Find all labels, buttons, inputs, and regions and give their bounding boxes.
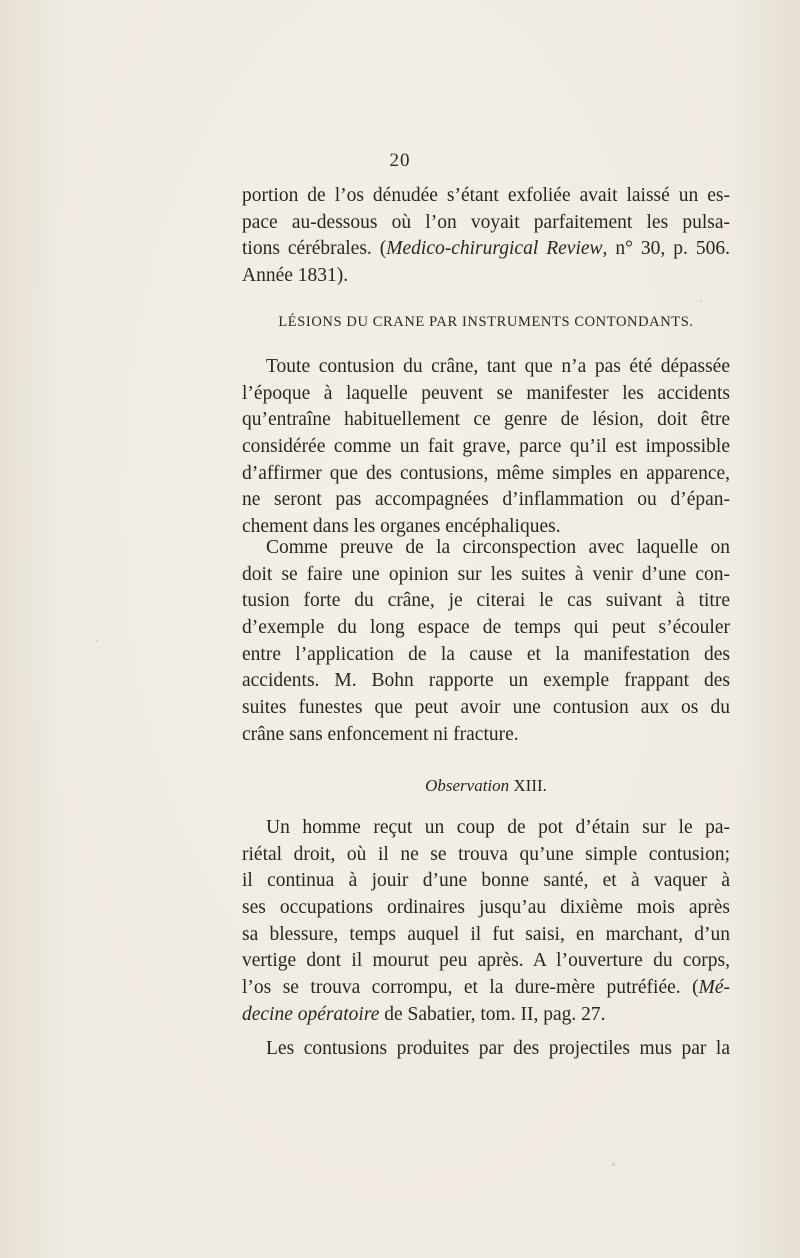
text-line: tions cérébrales. (Medico-chirurgical Review, n° 30, p. 506.	[242, 238, 730, 260]
text-line: riétal droit, où il ne se trouva qu’une simple contusion;	[242, 843, 730, 865]
text-line: sa blessure, temps auquel il fut saisi, en marchant, d’un	[242, 923, 730, 945]
text-line: decine opératoire de Sabatier, tom. II, pag. 27.	[242, 1003, 606, 1025]
text-line: d’affirmer que des contusions, même simples en apparence,	[242, 462, 730, 484]
text-line: doit se faire une opinion sur les suites à venir d’une con-	[242, 563, 730, 585]
text-line: l’os se trouva corrompu, et la dure-mère putréfiée. (Mé-	[242, 977, 730, 999]
paragraph	[242, 354, 730, 541]
citation-title: Mé-	[698, 977, 730, 999]
text-line: tusion forte du crâne, je citerai le cas suivant à titre	[242, 590, 730, 612]
text-line: Toute contusion du crâne, tant que n’a pas été dépassée	[266, 356, 730, 377]
paper-speck	[612, 1163, 615, 1166]
observation-label: Observation	[425, 776, 510, 795]
text-line: suites funestes que peut avoir une contusion aux os du	[242, 697, 730, 719]
text-line: chement dans les organes encéphaliques.	[242, 516, 561, 538]
citation-title: decine opératoire	[242, 1003, 380, 1025]
text-line: Année 1831).	[242, 265, 349, 287]
paragraph	[242, 1036, 730, 1063]
section-heading: LÉSIONS DU CRANE PAR INSTRUMENTS CONTONDANTS.	[278, 314, 694, 330]
text-line: ne seront pas accompagnées d’inflammation ou d’épan-	[242, 489, 730, 511]
text-line: pace au-dessous où l’on voyait parfaitement les pulsa-	[242, 211, 730, 233]
text-line: qu’entraîne habituellement ce genre de lésion, doit être	[242, 409, 730, 431]
observation-number: XIII.	[513, 776, 547, 795]
text-line: ses occupations ordinaires jusqu’au dixième mois après	[242, 897, 730, 919]
text-line: Les contusions produites par des projectiles mus par la	[266, 1038, 730, 1059]
text-line: considérée comme un fait grave, parce qu’il est impossible	[242, 436, 730, 458]
paper-speck	[96, 640, 98, 642]
text-line: l’époque à laquelle peuvent se manifester les accidents	[242, 382, 730, 404]
text-line: il continua à jouir d’une bonne santé, et à vaquer à	[242, 870, 730, 892]
paragraph	[242, 815, 730, 1029]
text-line: entre l’application de la cause et la manifestation des	[242, 643, 730, 665]
text-line: vertige dont il mourut peu après. A l’ouverture du corps,	[242, 950, 730, 972]
text-line: Un homme reçut un coup de pot d’étain sur le pa-	[266, 817, 730, 838]
observation-heading	[242, 774, 730, 798]
text-line: d’exemple du long espace de temps qui peut s’écouler	[242, 617, 730, 639]
text-line: crâne sans enfoncement ni fracture.	[242, 723, 519, 745]
citation-title: Medico-chirurgical Review	[386, 238, 603, 260]
paper-speck	[700, 300, 702, 302]
text-line: accidents. M. Bohn rapporte un exemple frappant des	[242, 670, 730, 692]
text-line: portion de l’os dénudée s’étant exfoliée avait laissé un es-	[242, 185, 730, 206]
paragraph	[242, 535, 730, 749]
text-line: Comme preuve de la circonspection avec laquelle on	[266, 537, 730, 558]
paragraph-continuation	[242, 183, 730, 290]
page-number: 20	[389, 150, 411, 171]
